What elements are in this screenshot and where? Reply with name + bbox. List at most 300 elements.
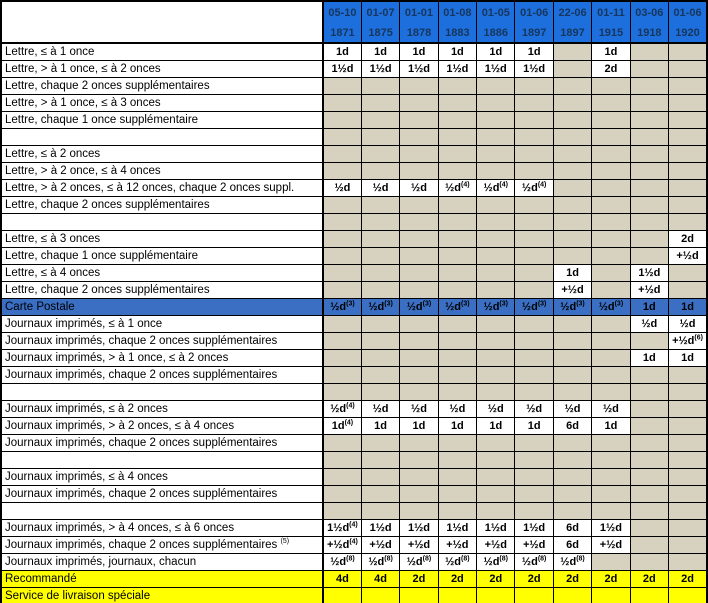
rate-cell: [669, 112, 707, 129]
rate-cell: [630, 384, 668, 401]
rate-cell: 1½d: [400, 520, 438, 537]
rate-cell: +½d: [477, 537, 515, 554]
row-label: Journaux imprimés, > à 1 once, ≤ à 2 onces: [1, 350, 323, 367]
rate-cell: [323, 367, 361, 384]
column-date: 01-06: [520, 7, 549, 19]
rate-cell: [630, 554, 668, 571]
column-date: 01-01: [404, 7, 434, 19]
table-row: [1, 43, 707, 61]
rate-cell: +½d: [438, 537, 476, 554]
rate-cell: [669, 418, 707, 435]
rate-cell: [669, 282, 707, 299]
rate-cell: [438, 146, 476, 163]
rate-cell: $+\frac{1}{2}d^{(4)}$: [323, 537, 361, 554]
rate-cell: [669, 588, 707, 603]
rate-cell: [323, 452, 361, 469]
rate-cell: [630, 78, 668, 95]
rate-cell: ½d: [630, 316, 668, 333]
rate-cell: [669, 163, 707, 180]
rate-cell: [553, 129, 591, 146]
rate-cell: ½d: [592, 401, 630, 418]
rate-cell: [553, 384, 591, 401]
rate-cell: [323, 163, 361, 180]
rate-cell: 1½d: [477, 61, 515, 78]
rate-cell: 1½d: [361, 61, 399, 78]
rate-cell: [592, 180, 630, 197]
rate-cell: ½d: [361, 401, 399, 418]
rate-cell: [400, 367, 438, 384]
rate-cell: 1d: [438, 418, 476, 435]
table-row: [1, 265, 707, 282]
rate-cell: [323, 503, 361, 520]
rate-cell: [477, 452, 515, 469]
rate-cell: [669, 214, 707, 231]
rate-cell: [515, 248, 553, 265]
rate-cell: ½d: [438, 401, 476, 418]
rate-cell: [553, 435, 591, 452]
rate-cell: [669, 452, 707, 469]
rate-cell: [553, 214, 591, 231]
column-date: 01-08: [443, 7, 472, 19]
rate-cell: [361, 316, 399, 333]
rate-cell: [438, 197, 476, 214]
row-label: Lettre, > à 2 onces, ≤ à 12 onces, chaque 2 onces suppl.: [1, 180, 323, 197]
column-header-01-08-1883: [438, 1, 476, 43]
rate-cell: [592, 265, 630, 282]
rate-cell: [477, 95, 515, 112]
rate-cell: $\frac{1}{2}d^{(4)}$: [438, 180, 476, 197]
column-header-01-07-1875: [361, 1, 399, 43]
row-label: Lettre, chaque 1 once supplémentaire: [1, 248, 323, 265]
rate-cell: [477, 486, 515, 503]
rate-cell: [477, 503, 515, 520]
rate-cell: [630, 520, 668, 537]
table-row: [1, 401, 707, 418]
rate-cell: [630, 163, 668, 180]
rate-cell: 6d: [553, 418, 591, 435]
rate-cell: 1½d: [477, 520, 515, 537]
column-date: 01-07: [366, 7, 395, 19]
rate-cell: [592, 469, 630, 486]
rate-cell: +½d: [361, 537, 399, 554]
rate-cell: [323, 384, 361, 401]
column-year: 1918: [637, 27, 662, 39]
rate-cell: [438, 367, 476, 384]
rate-cell: [400, 350, 438, 367]
rate-cell: [592, 588, 630, 603]
rate-cell: 1d: [669, 350, 707, 367]
rate-cell: [592, 435, 630, 452]
rate-cell: [438, 469, 476, 486]
rate-cell: 1½d: [361, 520, 399, 537]
rate-cell: [553, 367, 591, 384]
rate-cell: [669, 180, 707, 197]
rate-cell: 2d: [592, 571, 630, 588]
rate-cell: 2d: [630, 571, 668, 588]
rate-cell: $\frac{1}{2}d^{(3)}$: [553, 299, 591, 316]
rate-cell: $\frac{1}{2}d^{(3)}$: [400, 299, 438, 316]
rate-cell: [400, 95, 438, 112]
rate-cell: [400, 163, 438, 180]
rate-cell: [515, 197, 553, 214]
rate-cell: 2d: [515, 571, 553, 588]
row-label: Journaux imprimés, chaque 2 onces supplémentaires $^{(5)}$: [1, 537, 323, 554]
rate-cell: 1d: [630, 350, 668, 367]
row-label: Journaux imprimés, chaque 2 onces supplémentaires: [1, 486, 323, 503]
column-year: 1897: [560, 27, 585, 39]
rate-cell: $+\frac{1}{2}d^{(6)}$: [669, 333, 707, 350]
row-label: Journaux imprimés, ≤ à 1 once: [1, 316, 323, 333]
column-date: 01-11: [597, 7, 625, 19]
rate-cell: ½d: [477, 401, 515, 418]
rate-cell: [515, 333, 553, 350]
rate-cell: +½d: [400, 537, 438, 554]
rate-cell: [361, 367, 399, 384]
rate-cell: [438, 163, 476, 180]
rate-cell: [323, 112, 361, 129]
rate-cell: [553, 486, 591, 503]
rate-cell: [515, 214, 553, 231]
rate-cell: [477, 231, 515, 248]
table-row: [1, 384, 707, 401]
rate-cell: ½d: [515, 401, 553, 418]
column-year: 1915: [598, 27, 624, 39]
rate-cell: [553, 350, 591, 367]
rate-cell: [438, 129, 476, 146]
table-row: [1, 520, 707, 537]
rate-cell: [515, 588, 553, 603]
row-label: Journaux imprimés, ≤ à 4 onces: [1, 469, 323, 486]
rate-cell: [361, 248, 399, 265]
rate-cell: $\frac{1}{2}d^{(3)}$: [438, 299, 476, 316]
rate-cell: [515, 95, 553, 112]
column-year: 1875: [368, 27, 393, 39]
rate-cell: 1d: [630, 299, 668, 316]
rate-cell: ½d: [400, 180, 438, 197]
rate-cell: [323, 282, 361, 299]
table-row: [1, 435, 707, 452]
rate-cell: [323, 248, 361, 265]
rate-cell: [630, 146, 668, 163]
rate-cell: 2d: [669, 231, 707, 248]
column-year: 1871: [330, 27, 355, 39]
rate-cell: [592, 231, 630, 248]
rate-cell: [438, 333, 476, 350]
rate-cell: 1d: [361, 43, 399, 61]
rate-cell: $1d^{(4)}$: [323, 418, 361, 435]
rate-cell: 1½d: [400, 61, 438, 78]
rate-cell: [515, 384, 553, 401]
rate-cell: [630, 452, 668, 469]
rate-cell: [477, 282, 515, 299]
rate-cell: 2d: [400, 571, 438, 588]
rate-cell: $\frac{1}{2}d^{(8)}$: [438, 554, 476, 571]
row-label: [1, 503, 323, 520]
rate-cell: [361, 333, 399, 350]
rate-cell: [438, 316, 476, 333]
rate-cell: [400, 146, 438, 163]
rate-cell: $\frac{1}{2}d^{(3)}$: [361, 299, 399, 316]
rate-cell: +½d: [553, 282, 591, 299]
rate-cell: [477, 350, 515, 367]
column-year: 1920: [675, 27, 700, 39]
rate-cell: [515, 469, 553, 486]
rate-cell: [477, 265, 515, 282]
rate-cell: [553, 61, 591, 78]
rate-cell: [361, 129, 399, 146]
rate-cell: [630, 469, 668, 486]
rate-cell: [630, 43, 668, 61]
rate-cell: [361, 452, 399, 469]
rate-cell: $1\frac{1}{2}d^{(4)}$: [323, 520, 361, 537]
column-header-01-01-1878: [400, 1, 438, 43]
rate-cell: [477, 316, 515, 333]
rate-cell: [592, 554, 630, 571]
rate-cell: [477, 129, 515, 146]
rate-cell: [361, 282, 399, 299]
rate-cell: [400, 112, 438, 129]
rate-cell: [361, 503, 399, 520]
rate-cell: [361, 231, 399, 248]
row-label: Recommandé: [1, 571, 323, 588]
table-row: [1, 231, 707, 248]
rate-cell: [669, 61, 707, 78]
rate-cell: [515, 452, 553, 469]
rate-cell: [669, 486, 707, 503]
column-date: 01-05: [481, 7, 510, 19]
table-row: [1, 571, 707, 588]
rate-cell: [361, 214, 399, 231]
rate-cell: [438, 282, 476, 299]
table-row: [1, 180, 707, 197]
rate-cell: [438, 503, 476, 520]
column-header-01-06-1920: [669, 1, 707, 43]
rate-cell: $\frac{1}{2}d^{(4)}$: [323, 401, 361, 418]
rate-cell: [361, 435, 399, 452]
rate-cell: [553, 452, 591, 469]
rate-cell: 2d: [553, 571, 591, 588]
table-body: [1, 43, 707, 603]
rate-cell: [400, 248, 438, 265]
column-header-01-11-1915: [592, 1, 630, 43]
rate-cell: [361, 95, 399, 112]
rate-cell: [592, 282, 630, 299]
table-row: [1, 61, 707, 78]
rate-cell: 2d: [669, 571, 707, 588]
rate-cell: [515, 129, 553, 146]
rate-cell: 1d: [592, 418, 630, 435]
table-row: [1, 214, 707, 231]
row-label: Lettre, ≤ à 3 onces: [1, 231, 323, 248]
rate-cell: [400, 486, 438, 503]
row-label: Lettre, > à 1 once, ≤ à 2 onces: [1, 61, 323, 78]
rate-cell: [592, 112, 630, 129]
rate-cell: [400, 316, 438, 333]
rate-cell: [323, 316, 361, 333]
row-label: Lettre, chaque 2 onces supplémentaires: [1, 197, 323, 214]
rate-cell: [477, 333, 515, 350]
rate-cell: [669, 537, 707, 554]
rate-cell: $\frac{1}{2}d^{(8)}$: [515, 554, 553, 571]
rate-cell: [592, 452, 630, 469]
rate-cell: [361, 163, 399, 180]
rate-cell: [323, 214, 361, 231]
rate-cell: ½d: [400, 401, 438, 418]
rate-cell: 1½d: [515, 61, 553, 78]
rate-cell: 1d: [400, 418, 438, 435]
row-label: Lettre, chaque 1 once supplémentaire: [1, 112, 323, 129]
rate-cell: [630, 588, 668, 603]
rate-cell: [515, 486, 553, 503]
rate-cell: [515, 316, 553, 333]
rate-cell: [361, 469, 399, 486]
table-row: [1, 299, 707, 316]
rate-cell: [630, 248, 668, 265]
rate-cell: [553, 146, 591, 163]
rate-cell: [669, 197, 707, 214]
rate-cell: [323, 588, 361, 603]
rate-cell: [553, 588, 591, 603]
table-row: [1, 163, 707, 180]
rate-cell: 6d: [553, 537, 591, 554]
row-label: Journaux imprimés, chaque 2 onces supplémentaires: [1, 435, 323, 452]
rate-cell: 1½d: [438, 520, 476, 537]
rate-cell: [592, 78, 630, 95]
rate-cell: [400, 452, 438, 469]
rate-cell: [669, 503, 707, 520]
rate-cell: [438, 452, 476, 469]
table-row: [1, 316, 707, 333]
rate-cell: [669, 554, 707, 571]
rate-cell: [630, 435, 668, 452]
rate-cell: $\frac{1}{2}d^{(3)}$: [592, 299, 630, 316]
rate-cell: $\frac{1}{2}d^{(3)}$: [323, 299, 361, 316]
rate-cell: [361, 486, 399, 503]
rate-cell: [323, 78, 361, 95]
row-label: Lettre, > à 1 once, ≤ à 3 onces: [1, 95, 323, 112]
table-row: [1, 78, 707, 95]
rate-cell: 1d: [669, 299, 707, 316]
table-row: [1, 112, 707, 129]
rate-cell: [669, 146, 707, 163]
rate-cell: [400, 503, 438, 520]
row-label: [1, 214, 323, 231]
rate-cell: [361, 197, 399, 214]
column-header-01-05-1886: [477, 1, 515, 43]
rate-cell: [477, 367, 515, 384]
rate-cell: [630, 231, 668, 248]
rate-cell: [323, 435, 361, 452]
rate-cell: 4d: [323, 571, 361, 588]
row-label: Journaux imprimés, journaux, chacun: [1, 554, 323, 571]
rate-cell: 1d: [553, 265, 591, 282]
rate-cell: 1d: [515, 418, 553, 435]
rate-cell: [323, 231, 361, 248]
rate-cell: [400, 129, 438, 146]
rate-cell: [477, 163, 515, 180]
row-label: Lettre, ≤ à 4 onces: [1, 265, 323, 282]
table-row: [1, 333, 707, 350]
rate-cell: [438, 78, 476, 95]
rate-cell: 2d: [592, 61, 630, 78]
rate-cell: [438, 112, 476, 129]
rate-cell: [553, 503, 591, 520]
rate-cell: [323, 350, 361, 367]
column-year: 1878: [406, 27, 432, 39]
rate-cell: [630, 197, 668, 214]
rate-cell: [400, 282, 438, 299]
rate-cell: [630, 95, 668, 112]
column-header-22-06-1897: [553, 1, 591, 43]
row-label: Lettre, ≤ à 2 onces: [1, 146, 323, 163]
rate-cell: [438, 384, 476, 401]
rate-cell: [515, 231, 553, 248]
table-row: [1, 367, 707, 384]
row-label: Journaux imprimés, chaque 2 onces supplémentaires: [1, 367, 323, 384]
rate-cell: +½d: [630, 282, 668, 299]
rate-cell: [592, 486, 630, 503]
rate-cell: 1½d: [438, 61, 476, 78]
rate-cell: [592, 333, 630, 350]
row-label: Lettre, > à 2 once, ≤ à 4 onces: [1, 163, 323, 180]
row-label: Lettre, chaque 2 onces supplémentaires: [1, 282, 323, 299]
rate-cell: [477, 214, 515, 231]
rate-cell: 1d: [477, 418, 515, 435]
rate-cell: [515, 146, 553, 163]
rate-cell: $\frac{1}{2}d^{(8)}$: [400, 554, 438, 571]
column-year: 1883: [445, 27, 470, 39]
row-label: Journaux imprimés, > à 4 onces, ≤ à 6 onces: [1, 520, 323, 537]
rate-cell: [669, 129, 707, 146]
row-label: Journaux imprimés, > à 2 onces, ≤ à 4 onces: [1, 418, 323, 435]
rate-cell: [630, 333, 668, 350]
rate-cell: [592, 163, 630, 180]
rate-cell: [553, 231, 591, 248]
rate-cell: [592, 95, 630, 112]
rate-cell: [553, 95, 591, 112]
rate-cell: [438, 265, 476, 282]
rate-cell: [669, 401, 707, 418]
rate-cell: $\frac{1}{2}d^{(4)}$: [515, 180, 553, 197]
table-row: [1, 537, 707, 554]
rate-cell: [438, 435, 476, 452]
rate-cell: +½d: [592, 537, 630, 554]
rate-cell: [630, 503, 668, 520]
rate-cell: [515, 435, 553, 452]
rate-cell: [323, 146, 361, 163]
rate-cell: [515, 163, 553, 180]
rate-cell: [515, 350, 553, 367]
row-label: [1, 129, 323, 146]
rate-cell: ½d: [361, 180, 399, 197]
rate-cell: [553, 248, 591, 265]
rate-cell: [400, 214, 438, 231]
rate-cell: [630, 486, 668, 503]
rate-cell: [669, 43, 707, 61]
rate-cell: [323, 129, 361, 146]
column-year: 1886: [483, 27, 508, 39]
rate-cell: [669, 520, 707, 537]
rate-cell: [323, 95, 361, 112]
rate-cell: [400, 588, 438, 603]
column-header-05-10-1871: [323, 1, 361, 43]
rate-cell: [400, 333, 438, 350]
rate-cell: [477, 435, 515, 452]
rate-cell: 1½d: [515, 520, 553, 537]
rate-cell: 6d: [553, 520, 591, 537]
rate-cell: 1½d: [630, 265, 668, 282]
rate-cell: [630, 367, 668, 384]
